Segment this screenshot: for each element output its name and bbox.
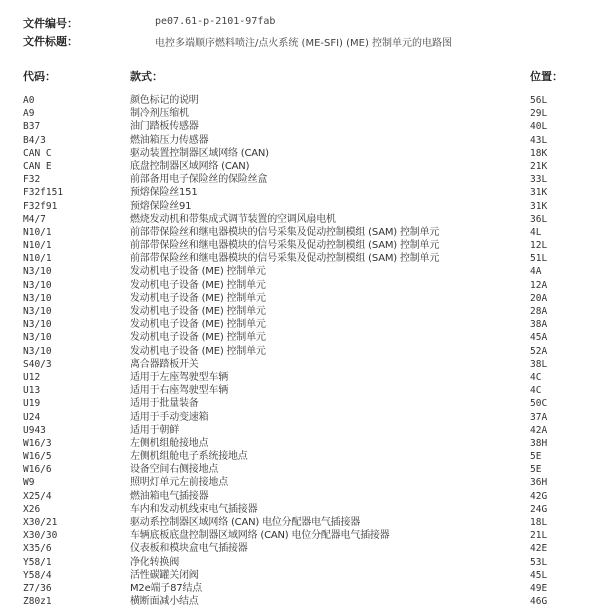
component-code: U12 <box>23 371 41 383</box>
component-code: N3/10 <box>23 332 52 344</box>
list-item <box>0 569 605 582</box>
component-position: 37A <box>530 411 548 423</box>
component-description: 适用于手动变速箱 <box>130 411 209 423</box>
component-position: 24G <box>530 503 548 515</box>
component-position: 33L <box>530 174 548 186</box>
component-description: 前部备用电子保险丝的保险丝盒 <box>130 174 268 186</box>
component-position: 20A <box>530 292 548 304</box>
list-item <box>0 226 605 239</box>
component-code: N3/10 <box>23 279 52 291</box>
list-item <box>0 345 605 358</box>
component-code: F32 <box>23 174 41 186</box>
doc-number-label: 文件编号： <box>23 17 78 30</box>
list-item <box>0 279 605 292</box>
component-description: 离合器踏板开关 <box>130 358 199 370</box>
component-position: 43L <box>530 134 548 146</box>
component-position: 18L <box>530 517 548 528</box>
component-description: 发动机电子设备 (ME) 控制单元 <box>130 279 266 291</box>
component-code: M4/7 <box>23 213 46 225</box>
component-position: 53L <box>530 556 548 568</box>
component-code: W16/5 <box>23 451 52 463</box>
column-header-description: 款式： <box>130 70 163 83</box>
component-code: W9 <box>23 477 35 489</box>
component-position: 50C <box>530 398 548 410</box>
list-item <box>0 173 605 186</box>
doc-title-value: 电控多端顺序燃料喷注/点火系统 (ME-SFI) (ME) 控制单元的电路图 <box>155 38 453 49</box>
component-description: 预熔保险丝91 <box>130 200 192 212</box>
component-position: 36L <box>530 213 548 225</box>
component-position: 46G <box>530 596 548 608</box>
list-item <box>0 529 605 542</box>
list-item <box>0 213 605 226</box>
component-code: X35/6 <box>23 543 52 555</box>
list-item <box>0 358 605 371</box>
list-item <box>0 397 605 410</box>
list-item <box>0 331 605 344</box>
list-item <box>0 582 605 595</box>
component-code: X30/30 <box>23 530 58 542</box>
component-code: N3/10 <box>23 306 52 317</box>
list-item <box>0 371 605 384</box>
component-position: 5E <box>530 451 542 463</box>
component-code: W16/3 <box>23 437 52 449</box>
component-position: 52A <box>530 345 548 357</box>
component-position: 28A <box>530 306 548 317</box>
component-position: 40L <box>530 121 548 133</box>
component-code: X30/21 <box>23 517 58 528</box>
component-description: 燃烧发动机和带集成式调节装置的空调风扇电机 <box>130 213 336 225</box>
component-code: Z80z1 <box>23 596 52 608</box>
component-description: 车辆底板底盘控制器区域网络 (CAN) 电位分配器电气插接器 <box>130 530 390 542</box>
component-code: A9 <box>23 108 35 120</box>
component-description: 左侧机组舱电子系统接地点 <box>130 451 248 463</box>
component-code: N3/10 <box>23 319 52 331</box>
list-item <box>0 160 605 173</box>
component-code: Y58/1 <box>23 556 52 568</box>
list-item <box>0 424 605 437</box>
component-position: 38A <box>530 319 548 331</box>
component-position: 45A <box>530 332 548 344</box>
component-description: 底盘控制器区域网络 (CAN) <box>130 160 250 172</box>
component-code: U13 <box>23 385 41 397</box>
component-list <box>0 94 605 608</box>
list-item <box>0 437 605 450</box>
component-description: 车内和发动机线束电气插接器 <box>130 503 258 515</box>
component-position: 42G <box>530 490 548 502</box>
component-code: A0 <box>23 95 35 106</box>
component-description: 适用于朝鲜 <box>130 424 179 436</box>
component-description: 燃油箱电气插接器 <box>130 490 209 502</box>
list-item <box>0 186 605 199</box>
component-description: 仪表板和模块盒电气插接器 <box>130 543 248 555</box>
component-description: 燃油箱压力传感器 <box>130 134 209 146</box>
component-position: 12L <box>530 240 548 252</box>
list-item <box>0 292 605 305</box>
component-description: 活性碳罐关闭阀 <box>130 569 199 581</box>
component-description: 发动机电子设备 (ME) 控制单元 <box>130 306 266 317</box>
list-item <box>0 556 605 569</box>
list-item <box>0 94 605 107</box>
list-item <box>0 134 605 147</box>
component-position: 56L <box>530 95 548 106</box>
component-description: 适用于右座驾驶型车辆 <box>130 385 228 397</box>
component-code: N10/1 <box>23 240 52 252</box>
component-description: 前部带保险丝和继电器模块的信号采集及促动控制模组 (SAM) 控制单元 <box>130 240 440 252</box>
list-item <box>0 503 605 516</box>
component-description: 发动机电子设备 (ME) 控制单元 <box>130 345 266 357</box>
component-code: U943 <box>23 424 46 436</box>
list-item <box>0 490 605 503</box>
component-position: 51L <box>530 253 548 265</box>
component-description: 前部带保险丝和继电器模块的信号采集及促动控制模组 (SAM) 控制单元 <box>130 226 440 238</box>
list-item <box>0 450 605 463</box>
component-code: W16/6 <box>23 464 52 476</box>
component-code: Z7/36 <box>23 582 52 594</box>
component-position: 12A <box>530 279 548 291</box>
component-description: 驱动系控制器区域网络 (CAN) 电位分配器电气插接器 <box>130 517 361 528</box>
component-position: 45L <box>530 569 548 581</box>
component-position: 36H <box>530 477 548 489</box>
component-code: X26 <box>23 503 41 515</box>
component-description: 油门踏板传感器 <box>130 121 199 133</box>
doc-title-label: 文件标题： <box>23 35 78 48</box>
component-description: 照明灯单元左前接地点 <box>130 477 228 489</box>
component-position: 31K <box>530 187 548 199</box>
component-description: 发动机电子设备 (ME) 控制单元 <box>130 319 266 331</box>
component-position: 29L <box>530 108 548 120</box>
component-position: 4C <box>530 371 542 383</box>
component-description: 发动机电子设备 (ME) 控制单元 <box>130 266 266 278</box>
component-code: CAN C <box>23 147 52 159</box>
component-code: U24 <box>23 411 41 423</box>
component-description: 驱动装置控制器区域网络 (CAN) <box>130 147 269 159</box>
component-code: N3/10 <box>23 345 52 357</box>
component-description: 适用于左座驾驶型车辆 <box>130 371 228 383</box>
component-code: F32f151 <box>23 187 64 199</box>
list-item <box>0 384 605 397</box>
component-position: 38H <box>530 437 548 449</box>
component-description: 横断面减小结点 <box>130 596 199 608</box>
list-item <box>0 252 605 265</box>
component-position: 42E <box>530 543 548 555</box>
component-position: 5E <box>530 464 542 476</box>
component-description: 左侧机组舱接地点 <box>130 437 209 449</box>
component-position: 18K <box>530 147 548 159</box>
list-item <box>0 200 605 213</box>
list-item <box>0 476 605 489</box>
list-item <box>0 120 605 133</box>
list-item <box>0 239 605 252</box>
component-code: N3/10 <box>23 292 52 304</box>
component-position: 4C <box>530 385 542 397</box>
list-item <box>0 305 605 318</box>
component-position: 31K <box>530 200 548 212</box>
list-item <box>0 265 605 278</box>
list-item <box>0 463 605 476</box>
component-position: 42A <box>530 424 548 436</box>
component-position: 21L <box>530 530 548 542</box>
component-description: 预熔保险丝151 <box>130 187 198 199</box>
component-position: 4L <box>530 226 542 238</box>
list-item <box>0 542 605 555</box>
list-item <box>0 318 605 331</box>
component-description: 发动机电子设备 (ME) 控制单元 <box>130 292 266 304</box>
component-code: CAN E <box>23 160 52 172</box>
component-description: 发动机电子设备 (ME) 控制单元 <box>130 332 266 344</box>
doc-number-value: pe07.61-p-2101-97fab <box>155 16 276 27</box>
component-description: 制冷剂压缩机 <box>130 108 189 120</box>
component-code: F32f91 <box>23 200 58 212</box>
list-item <box>0 147 605 160</box>
component-position: 38L <box>530 358 548 370</box>
component-code: S40/3 <box>23 358 52 370</box>
component-code: Y58/4 <box>23 569 52 581</box>
component-code: N10/1 <box>23 226 52 238</box>
list-item <box>0 411 605 424</box>
component-position: 21K <box>530 160 548 172</box>
component-code: B4/3 <box>23 134 46 146</box>
component-code: B37 <box>23 121 41 133</box>
component-code: N3/10 <box>23 266 52 278</box>
column-header-position: 位置： <box>530 70 563 83</box>
component-code: N10/1 <box>23 253 52 265</box>
component-description: M2e端子87结点 <box>130 582 203 594</box>
component-description: 适用于批量装备 <box>130 398 199 410</box>
component-description: 前部带保险丝和继电器模块的信号采集及促动控制模组 (SAM) 控制单元 <box>130 253 440 265</box>
component-position: 4A <box>530 266 542 278</box>
list-item <box>0 595 605 608</box>
component-description: 设备空间右侧接地点 <box>130 464 219 476</box>
list-item <box>0 516 605 529</box>
component-description: 颜色标记的说明 <box>130 95 199 106</box>
component-code: X25/4 <box>23 490 52 502</box>
column-header-code: 代码： <box>23 70 56 83</box>
component-position: 49E <box>530 582 548 594</box>
list-item <box>0 107 605 120</box>
component-code: U19 <box>23 398 41 410</box>
component-description: 净化转换阀 <box>130 556 179 568</box>
